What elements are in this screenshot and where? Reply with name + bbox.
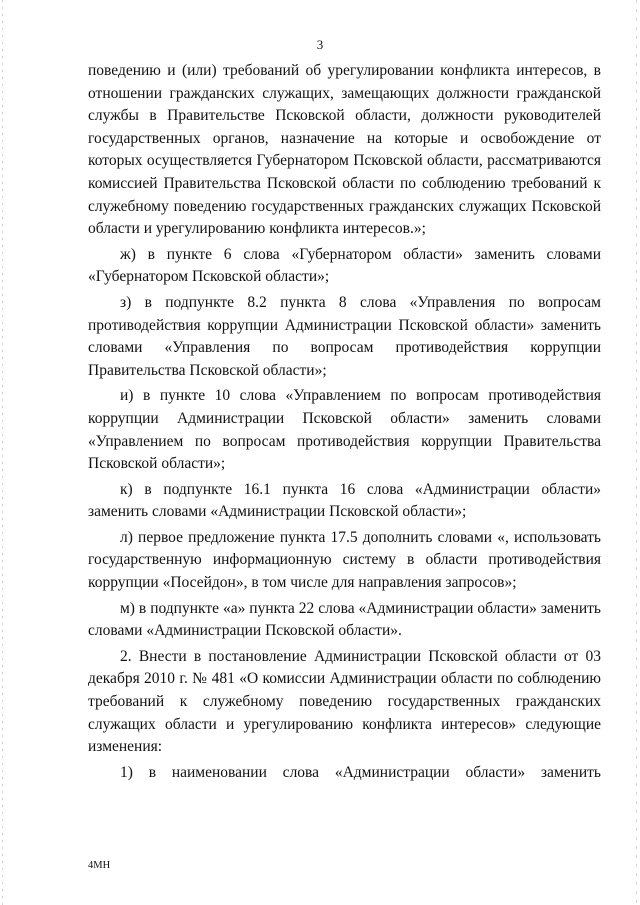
paragraph-item-m: м) в подпункте «а» пункта 22 слова «Администрации области» заменить словами «Администрации Псковской области».	[88, 599, 601, 640]
paragraph-section-2: 2. Внести в постановление Администрации Псковской области от 03 декабря 2010 г. № 481 «О комиссии Администрации области по соблюдению требований к служебному поведению государственных гражданских служащих области и урегулированию конфликта интересов» следующие изменения:	[88, 647, 601, 756]
paragraph-item-z: з) в подпункте 8.2 пункта 8 слова «Управления по вопросам противодействия коррупции Администрации Псковской области» заменить словами «Управления по вопросам противодействия коррупции Правительства Псковской области»;	[88, 293, 601, 379]
scan-edge-left	[2, 0, 3, 905]
document-body	[88, 60, 601, 784]
footer-code: 4МН	[88, 860, 111, 871]
paragraph-continuation: поведению и (или) требований об урегулировании конфликта интересов, в отношении гражданских служащих, замещающих должности гражданской службы в Правительстве Псковской области, должности руководителей государственных органов, назначение на которые и освобождение от которых осуществляется Губернатором Псковской области, рассматриваются комиссией Правительства Псковской области по соблюдению требований к служебному поведению государственных гражданских служащих Псковской области и урегулированию конфликта интересов.»;	[88, 62, 601, 238]
paragraph-item-zh: ж) в пункте 6 слова «Губернатором области» заменить словами «Губернатором Псковской области»;	[88, 245, 601, 286]
paragraph-item-l: л) первое предложение пункта 17.5 дополнить словами «, использовать государственную информационную систему в области противодействия коррупции «Посейдон», в том числе для направления запросов»;	[88, 528, 601, 592]
paragraph-item-i: и) в пункте 10 слова «Управлением по вопросам противодействия коррупции Администрации Псковской области» заменить словами «Управлением по вопросам противодействия коррупции Правительства Псковской области»;	[88, 387, 601, 473]
scan-edge-right	[636, 0, 637, 905]
paragraph-item-1: 1) в наименовании слова «Администрации области» заменить	[120, 763, 601, 781]
page-number: 3	[316, 37, 324, 52]
paragraph-item-k: к) в подпункте 16.1 пункта 16 слова «Администрации области» заменить словами «Администрации Псковской области»;	[88, 480, 601, 521]
